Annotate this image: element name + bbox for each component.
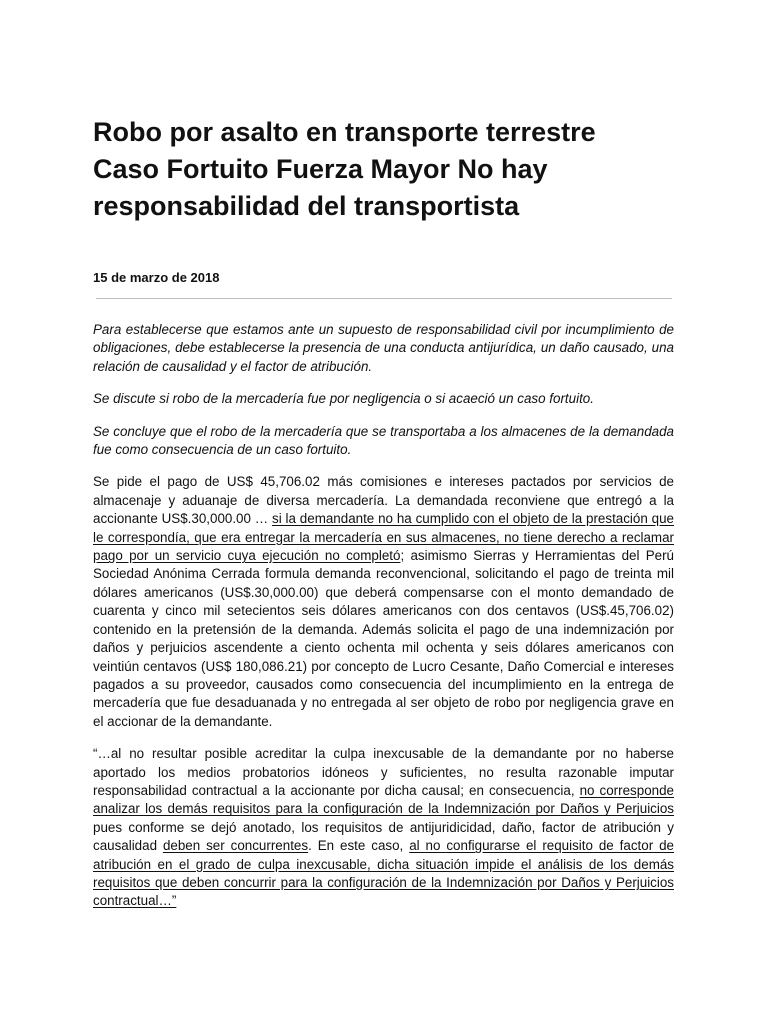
facts-text-2: ; asimismo Sierras y Herramientas del Perú Sociedad Anónima Cerrada formula demanda reconvencional, solicitando el pago de treinta mil dólares americanos (US$.30,000.00) que deberá compensarse con el monto demandado de cuarenta y cinco mil setecientos seis dólares americanos con dos centavos (US$.45,706.02) contenido en la pretensión de la demanda. Además solicita el pago de una indemnización por daños y perjuicios ascendente a ciento ochenta mil ochenta y seis dólares americanos con veintiún centavos (US$ 180,086.21) por concepto de Lucro Cesante, Daño Comercial e intereses pagados a su proveedor, causados como consecuencia del incumplimiento en la entrega de mercadería que fue desaduanada y no entregada al ser objeto de robo por negligencia grave en el accionar de la demandante. (93, 548, 674, 729)
body-paragraph-facts (93, 473, 674, 731)
document-page (93, 114, 674, 911)
summary-paragraph-2: Se discute si robo de la mercadería fue por negligencia o si acaeció un caso fortuito. (93, 391, 594, 407)
quote-underlined-3: al no configurarse el requisito de factor de atribución en el grado de culpa inexcusable, dicha situación impide el análisis de los demás requisitos que deben concurrir para la configuración de la Indemnización por Daños y Perjuicios contractual…” (93, 838, 674, 909)
facts-text-1: Se pide el pago de US$ 45,706.02 más comisiones e intereses pactados por servicios de almacenaje y aduanaje de diversa mercadería. La demandada reconviene que entregó a la accionante US$.30,000.00 … (93, 474, 674, 527)
horizontal-divider (96, 298, 672, 299)
summary-paragraph-1: Para establecerse que estamos ante un supuesto de responsabilidad civil por incumplimiento de obligaciones, debe establecerse la presencia de una conducta antijurídica, un daño causado, una relación de causalidad y el factor de atribución. (93, 322, 674, 374)
summary-paragraph-3: Se concluye que el robo de la mercadería que se transportaba a los almacenes de la demandada fue como consecuencia de un caso fortuito. (93, 423, 674, 458)
facts-underlined-1: si la demandante no ha cumplido con el objeto de la prestación que le correspondía, que era entregar la mercadería en sus almacenes, no tiene derecho a reclamar pago por un servicio cuya ejecución no completó (93, 511, 674, 564)
quote-underlined-2: deben ser concurrentes (162, 838, 309, 854)
title-line-3: responsabilidad del transportista (93, 191, 520, 221)
quote-text-3: . En este caso, (308, 838, 410, 854)
title-line-1: Robo por asalto en transporte terrestre (93, 117, 596, 147)
article-date: 15 de marzo de 2018 (93, 270, 220, 285)
quote-text-1: “…al no resultar posible acreditar la culpa inexcusable de la demandante por no haberse aportado los medios probatorios idóneos y suficientes, no resulta razonable imputar responsabilidad contractual a la accionante por dicha causal; en consecuencia, (93, 746, 674, 798)
quote-underlined-1: no corresponde analizar los demás requisitos para la configuración de la Indemnización por Daños y Perjuicios (93, 782, 674, 817)
title-line-2: Caso Fortuito Fuerza Mayor No hay (93, 154, 548, 184)
article-title (93, 114, 674, 225)
quote-text-2: pues conforme se dejó anotado, los requisitos de antijuridicidad, daño, factor de atribución y causalidad (93, 819, 674, 854)
body-paragraph-quote (93, 745, 674, 911)
